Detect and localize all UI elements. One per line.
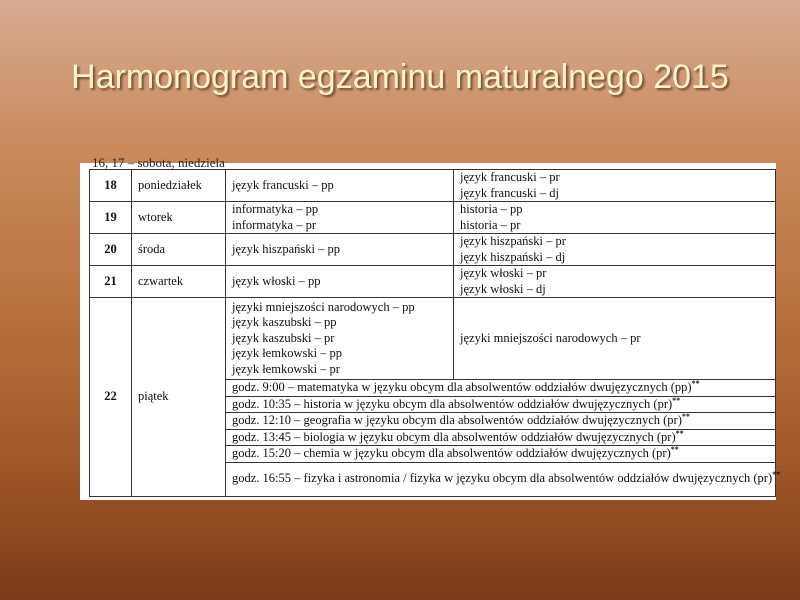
exam-entry: języki mniejszości narodowych – pr (460, 330, 641, 345)
bilingual-exam-entry: godz. 15:20 – chemia w języku obcym dla absolwentów oddziałów dwujęzycznych (pr)** (226, 446, 776, 463)
exam-cell (454, 298, 776, 380)
footnote-mark: ** (681, 411, 690, 421)
exam-entry: język kaszubski – pp (232, 315, 337, 330)
bilingual-exam-entry: godz. 10:35 – historia w języku obcym dla absolwentów oddziałów dwujęzycznych (pr)** (226, 396, 776, 413)
bilingual-exam-entry: godz. 9:00 – matematyka w języku obcym dla absolwentów oddziałów dwujęzycznych (pp)** (226, 380, 776, 397)
exam-entry: język kaszubski – pr (232, 330, 335, 345)
exam-entry: informatyka – pr (232, 217, 317, 232)
exam-entry: język włoski – dj (460, 281, 546, 296)
day-number: 20 (90, 234, 132, 266)
exam-entry: historia – pr (460, 217, 521, 232)
exam-entry: język włoski – pr (460, 266, 547, 280)
exam-entry: język hiszpański – pr (460, 234, 566, 248)
exam-entry: język hiszpański – dj (460, 249, 566, 264)
footnote-mark: ** (772, 470, 781, 480)
cut-off-row-text: 16, 17 – sobota, niedziela (92, 155, 225, 170)
exam-entry: język włoski – pp (232, 273, 321, 288)
exam-schedule-table (89, 169, 781, 497)
footnote-mark: ** (670, 444, 679, 454)
exam-cell (454, 202, 776, 234)
footnote-mark: ** (691, 378, 700, 388)
exam-entry: język francuski – pr (460, 170, 560, 184)
table-row (90, 234, 776, 266)
schedule-document (80, 155, 781, 500)
exam-entry: język łemkowski – pp (232, 346, 343, 361)
footnote-mark: ** (675, 428, 684, 438)
exam-entry: język francuski – pp (232, 177, 334, 192)
exam-cell (454, 170, 776, 202)
day-number: 21 (90, 266, 132, 298)
bilingual-exam-entry: godz. 16:55 – fizyka i astronomia / fizyka w języku obcym dla absolwentów oddziałów dwujęzycznych (pr)** (226, 462, 776, 496)
exam-entry: informatyka – pp (232, 202, 319, 216)
exam-entry: język hiszpański – pp (232, 241, 340, 256)
weekday: czwartek (132, 266, 226, 298)
weekday: wtorek (132, 202, 226, 234)
exam-cell (454, 234, 776, 266)
slide-title: Harmonogram egzaminu maturalnego 2015 (71, 58, 729, 96)
exam-cell (226, 202, 454, 234)
exam-entry: historia – pp (460, 202, 523, 216)
footnote-mark: ** (672, 395, 681, 405)
weekday: poniedziałek (132, 170, 226, 202)
table-row (90, 170, 776, 202)
exam-entry: języki mniejszości narodowych – pp (232, 299, 415, 314)
bilingual-exam-entry: godz. 12:10 – geografia w języku obcym dla absolwentów oddziałów dwujęzycznych (pr)** (226, 413, 776, 430)
day-number: 18 (90, 170, 132, 202)
exam-cell (226, 234, 454, 266)
weekday: środa (132, 234, 226, 266)
exam-cell (454, 266, 776, 298)
table-row (90, 266, 776, 298)
weekday: piątek (132, 298, 226, 497)
table-row (90, 202, 776, 234)
exam-entry: język francuski – dj (460, 185, 559, 200)
exam-entry: język łemkowski – pr (232, 361, 340, 376)
day-number: 22 (90, 298, 132, 497)
table-row (90, 298, 776, 380)
exam-cell (226, 170, 454, 202)
exam-cell (226, 266, 454, 298)
exam-cell (226, 298, 454, 380)
bilingual-exam-entry: godz. 13:45 – biologia w języku obcym dla absolwentów oddziałów dwujęzycznych (pr)** (226, 429, 776, 446)
day-number: 19 (90, 202, 132, 234)
